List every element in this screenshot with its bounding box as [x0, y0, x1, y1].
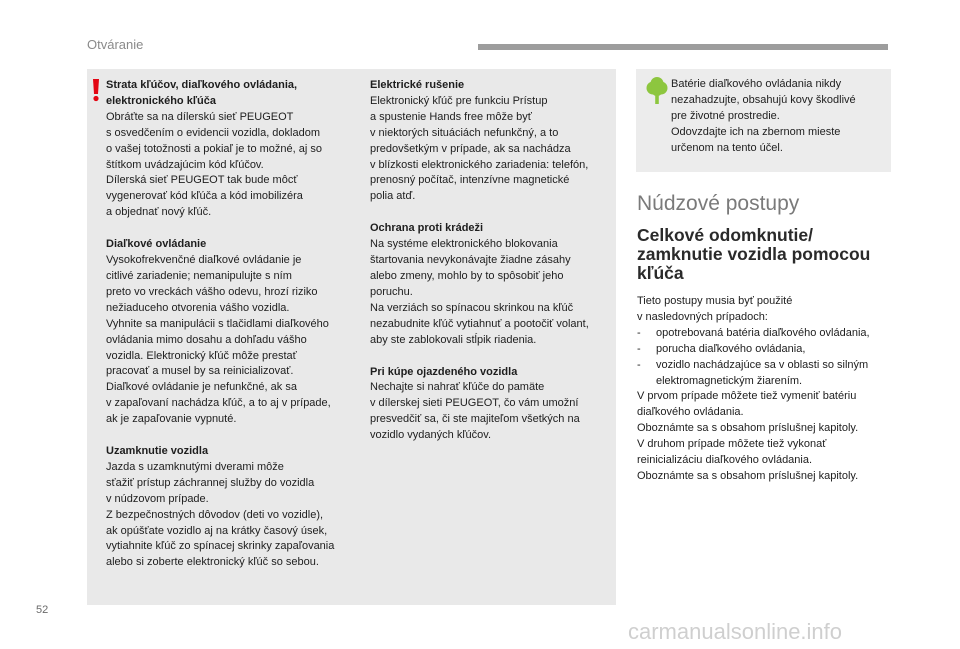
text-line: Tieto postupy musia byť použité [637, 295, 793, 307]
text-line: pre životné prostredie. [671, 110, 780, 122]
text-line: Batérie diaľkového ovládania nikdy [671, 78, 842, 90]
text-line: Elektronický kľúč pre funkciu Prístup [370, 94, 548, 107]
text-line: predovšetkým v prípade, ak sa nachádza [370, 142, 571, 155]
environment-tip-text [671, 76, 886, 156]
text-line: poruchu. [370, 285, 413, 298]
text-line: o vašej totožnosti a pokiaľ je to možné, aj so [106, 142, 322, 155]
heading-used-vehicle: Pri kúpe ojazdeného vozidla [370, 365, 518, 378]
text-line: Odovzdajte ich na zbernom mieste [671, 126, 841, 138]
text-line: nežiaduceho otvorenia vášho vozidla. [106, 301, 290, 314]
heading-remote-control: Diaľkové ovládanie [106, 238, 207, 251]
text-line: a spustenie Hands free môže byť [370, 110, 532, 123]
subsection-title-line: kľúča [637, 263, 684, 283]
text-line: citlivé zariadenie; nemanipulujte s ním [106, 269, 292, 282]
text-line: alebo si zoberte elektronický kľúč so sebou. [106, 556, 319, 569]
watermark: carmanualsonline.info [628, 619, 843, 644]
text-line: Oboznámte sa s obsahom príslušnej kapitoly. [637, 422, 859, 435]
text-line: alebo zmeny, mohlo by to spôsobiť jeho [370, 269, 564, 282]
text-line: Vysokofrekvenčné diaľkové ovládanie je [106, 254, 302, 267]
heading-vehicle-locking: Uzamknutie vozidla [106, 445, 209, 458]
text-line: Oboznámte sa s obsahom príslušnej kapitoly. [637, 469, 859, 482]
page-number: 52 [36, 604, 49, 616]
dash-bullet: - [637, 358, 641, 371]
text-line: vozidlo nachádzajúce sa v oblasti so silným [656, 358, 869, 371]
text-line: V druhom prípade môžete tiež vykonať [637, 438, 827, 451]
text-line: Na verziách so spínacou skrinkou na kľúč [370, 301, 574, 314]
subsection-title [637, 226, 870, 283]
text-line: vygenerovať kód kľúča a kód imobilizéra [106, 190, 303, 203]
subsection-title-line: zamknutie vozidla pomocou [637, 244, 871, 264]
text-line: vytiahnite kľúč zo spínacej skrinky zapaľovania [106, 540, 335, 553]
text-line: v núdzovom prípade. [106, 492, 209, 505]
text-line: ak je zapaľovanie vypnuté. [106, 413, 237, 426]
text-line: nezabudnite kľúč vytiahnuť a pootočiť volant, [370, 317, 589, 330]
text-line: porucha diaľkového ovládania, [656, 342, 806, 355]
text-line: pracovať a musel by sa reinicializovať. [106, 365, 294, 378]
text-line: Obráťte sa na dílerskú sieť PEUGEOT [106, 110, 294, 123]
list-item [637, 342, 891, 358]
text-line: Nechajte si nahrať kľúče do pamäte [370, 381, 545, 394]
text-line: určenom na tento účel. [671, 142, 783, 154]
text-line: elektromagnetickým žiarením. [656, 374, 803, 387]
warning-column-2 [370, 78, 614, 444]
text-line: ovládania mimo dosahu a dohľadu vášho [106, 333, 307, 346]
text-line: v niektorých situáciách nefunkčný, a to [370, 126, 559, 139]
text-line: v dílerskej sieti PEUGEOT, čo vám umožní [370, 397, 579, 410]
text-line: prenosný počítač, intenzívne magnetické [370, 174, 570, 187]
dash-bullet: - [637, 342, 641, 355]
text-line: preto vo vreckách vášho odevu, hrozí riziko [106, 285, 318, 298]
text-line: nezahadzujte, obsahujú kovy škodlivé [671, 94, 856, 106]
text-line: presvedčiť sa, či ste majiteľom všetkých na [370, 413, 580, 426]
text-line: aby ste zablokovali stĺpik riadenia. [370, 333, 537, 346]
text-line: s osvedčením o evidencii vozidla, dokladom [106, 126, 321, 139]
text-line: ak opúšťate vozidlo aj na krátky časový úsek, [106, 524, 328, 537]
text-line: Dílerská sieť PEUGEOT tak bude môcť [106, 174, 298, 187]
text-line: diaľkového ovládania. [637, 406, 744, 419]
text-line: štartovania nevykonávajte žiadne zásahy [370, 254, 571, 267]
text-line: vozidlo vydaných kľúčov. [370, 429, 492, 442]
text-line: v blízkosti elektronického zariadenia: telefón, [370, 158, 589, 171]
exclamation-icon [90, 78, 102, 102]
text-line: V prvom prípade môžete tiež vymeniť batériu [637, 390, 857, 403]
text-line: štítkom uvádzajúcim kód kľúčov. [106, 158, 264, 171]
text-line: reinicializáciu diaľkového ovládania. [637, 454, 813, 467]
text-line: v nasledovných prípadoch: [637, 310, 768, 323]
text-line: Vyhnite sa manipulácii s tlačidlami diaľkového [106, 317, 329, 330]
text-line: v zapaľovaní nachádza kľúč, a to aj v prípade, [106, 397, 331, 410]
heading-lost-keys: Strata kľúčov, diaľkového ovládania, [106, 79, 298, 91]
heading-lost-keys: elektronického kľúča [106, 94, 217, 107]
chapter-bar [478, 44, 888, 50]
tree-icon [646, 77, 668, 105]
text-line: opotrebovaná batéria diaľkového ovládania, [656, 326, 870, 339]
dash-bullet: - [637, 326, 641, 339]
heading-anti-theft: Ochrana proti krádeži [370, 222, 484, 235]
text-line: Na systéme elektronického blokovania [370, 238, 558, 251]
text-line: Diaľkové ovládanie je nefunkčné, ak sa [106, 381, 297, 394]
text-line: Jazda s uzamknutými dverami môže [106, 460, 284, 473]
text-line: a objednať nový kľúč. [106, 206, 212, 219]
section-title: Núdzové postupy [637, 192, 800, 215]
text-line: sťažiť prístup záchrannej služby do vozidla [106, 476, 315, 489]
warning-column-1 [106, 78, 360, 571]
list-item [637, 358, 891, 390]
text-line: Z bezpečnostných dôvodov (deti vo vozidle), [106, 508, 324, 521]
subsection-title-line: Celkové odomknutie/ [637, 225, 814, 245]
text-line: vozidla. Elektronický kľúč môže prestať [106, 349, 297, 362]
chapter-title: Otváranie [87, 37, 144, 52]
list-item [637, 326, 891, 342]
heading-electrical-interference: Elektrické rušenie [370, 79, 465, 91]
text-line: polia atď. [370, 190, 416, 203]
emergency-procedures-text [637, 294, 891, 485]
